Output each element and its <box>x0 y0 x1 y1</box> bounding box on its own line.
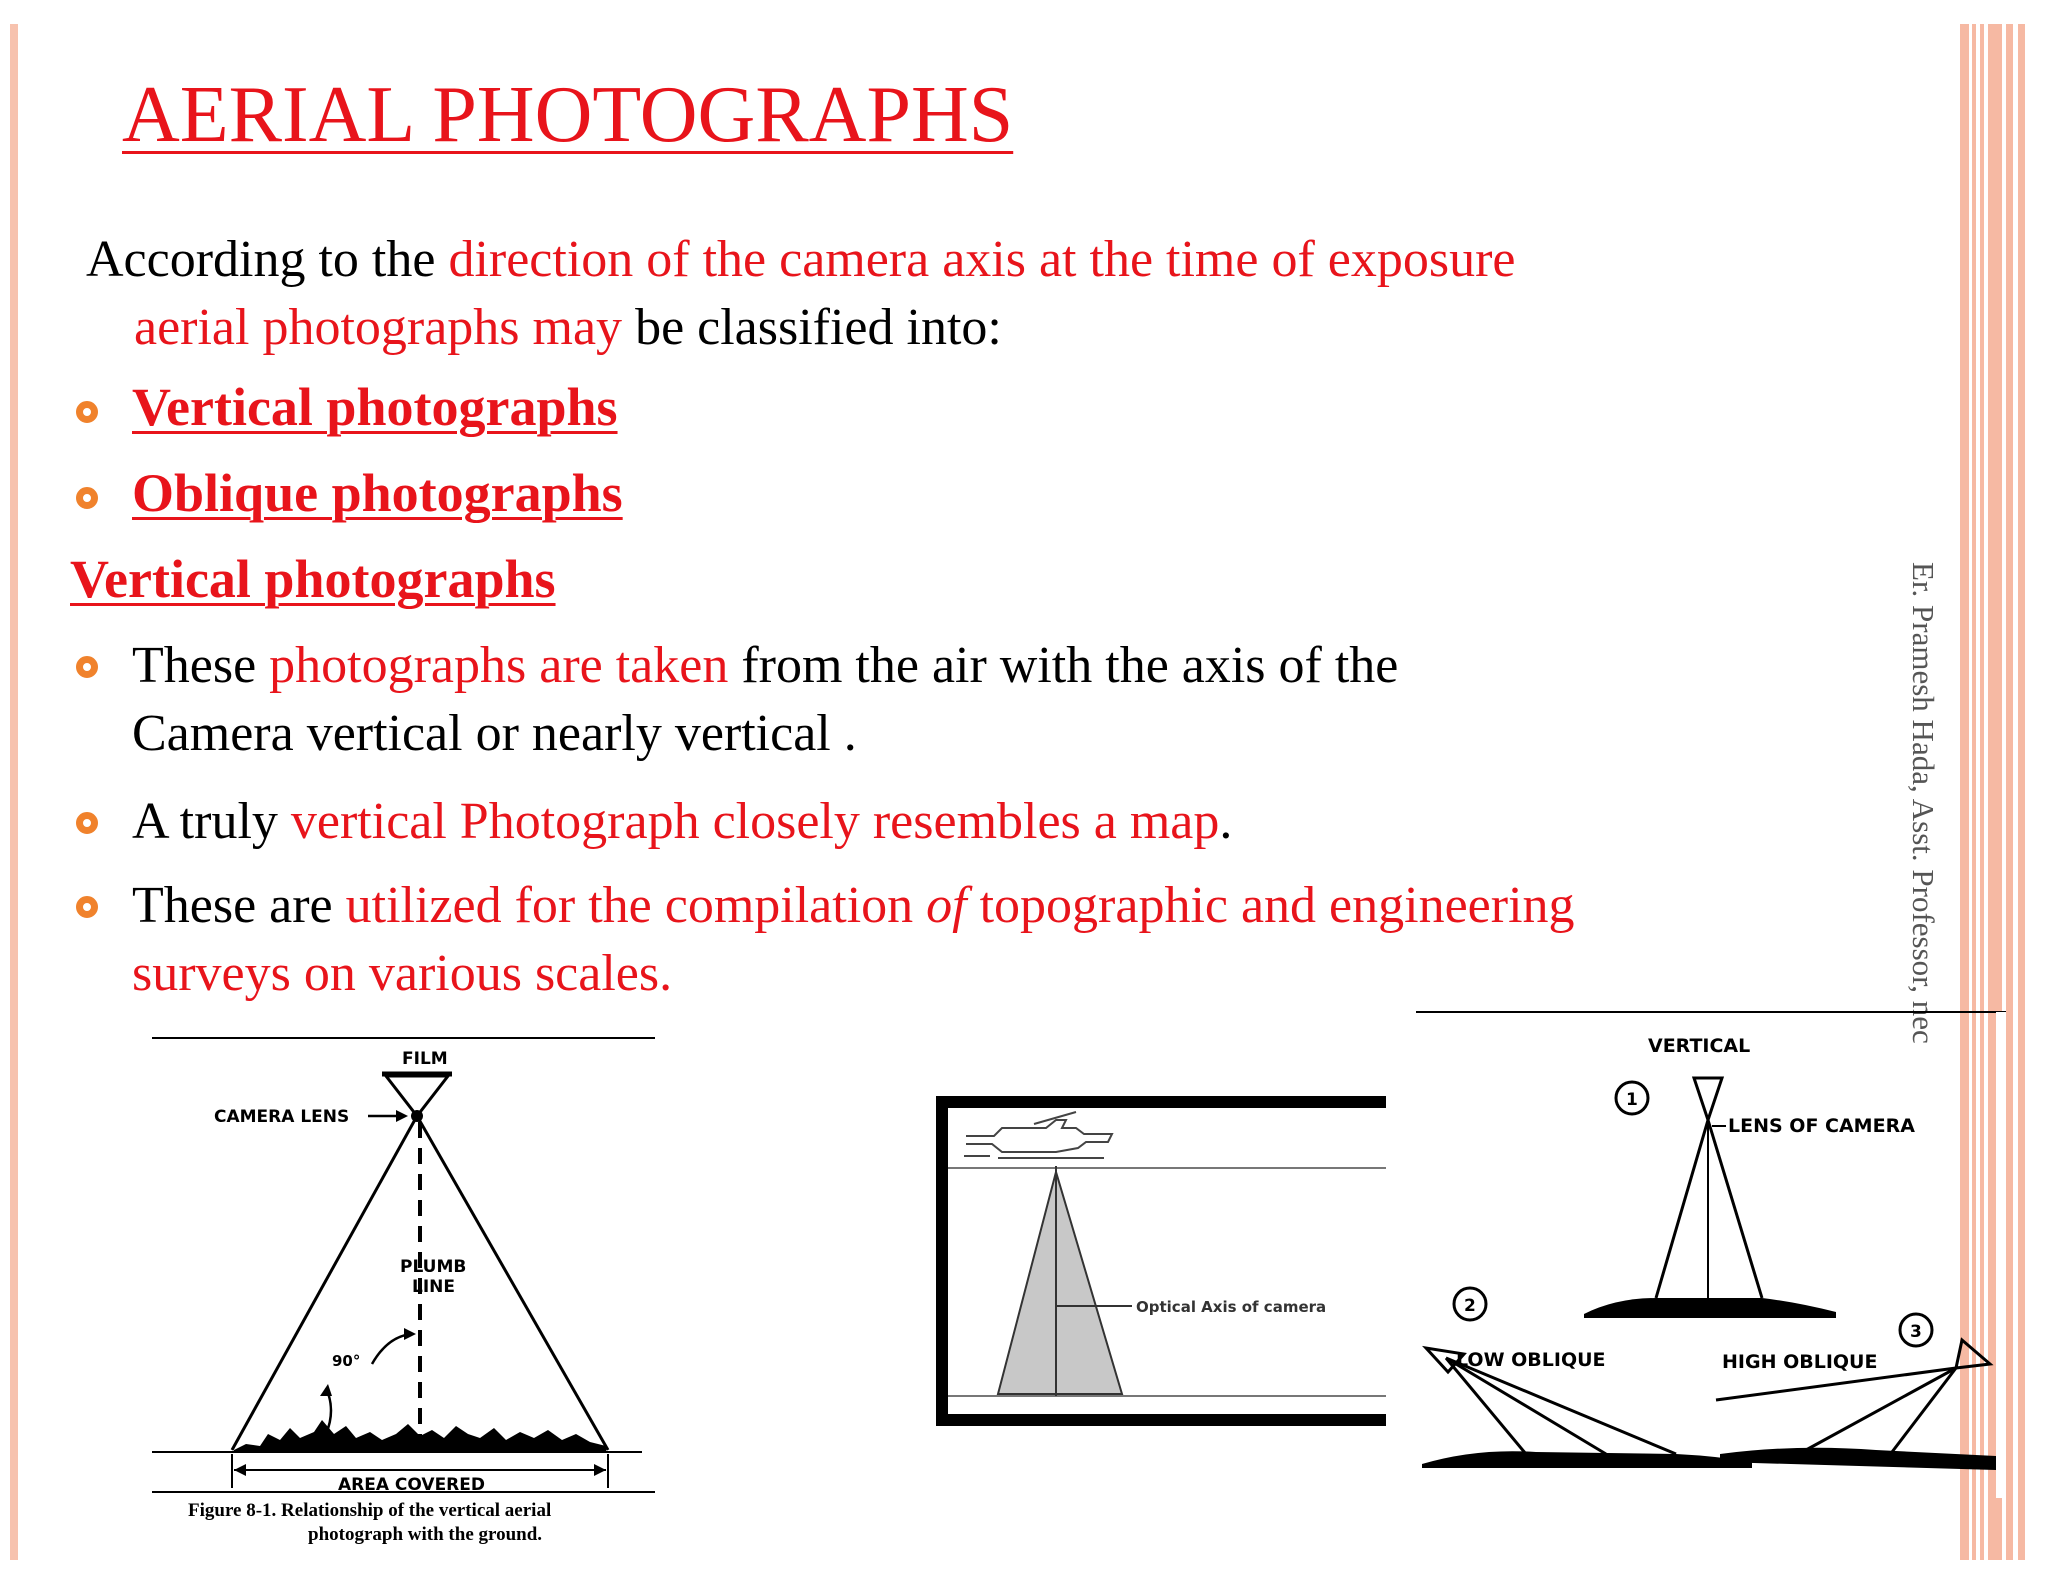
fig3-number-3: 3 <box>1910 1322 1922 1342</box>
fig3-ho-ray-1 <box>1806 1368 1956 1450</box>
bullet-dot <box>76 812 98 834</box>
fig1-angle-label: 90° <box>332 1352 361 1370</box>
fig1-film-label: FILM <box>402 1049 448 1069</box>
bullet-1-text-c: from the air with the axis of the <box>728 637 1399 694</box>
intro-line-2 <box>134 294 1002 362</box>
fig1-angle-arrowhead-2 <box>320 1384 332 1396</box>
fig1-caption-2: photograph with the ground. <box>308 1524 543 1545</box>
fig3-v-ground <box>1584 1298 1836 1318</box>
bullet-3-text-a: These are <box>132 877 346 934</box>
bullet-3-line-1 <box>132 872 1575 940</box>
fig3-vertical-label: VERTICAL <box>1648 1035 1751 1057</box>
fig3-lo-ray-1 <box>1446 1358 1526 1454</box>
fig3-number-1: 1 <box>1626 1090 1638 1110</box>
fig1-camera-lens-label: CAMERA LENS <box>214 1107 350 1127</box>
bullet-2-text-b: vertical Photograph closely resembles a map <box>290 793 1220 850</box>
class-oblique-photographs: Oblique photographs <box>132 463 623 523</box>
class-vertical-photographs: Vertical photographs <box>132 377 618 437</box>
bullet-3-text-b: utilized for the compilation <box>345 877 927 934</box>
bullet-dot <box>76 656 98 678</box>
fig2-axis-label: Optical Axis of camera <box>1136 1298 1327 1316</box>
author-side-text: Er. Pramesh Hada, Asst. Professor, nec <box>1906 562 1941 1044</box>
intro-text-a: According to the <box>86 231 449 288</box>
intro-line-1 <box>86 226 1515 294</box>
figure-optical-axis <box>936 1096 1386 1426</box>
figure-vertical-geometry <box>150 1030 670 1560</box>
bullet-1-text-b: photographs are taken <box>269 637 729 694</box>
bullet-3-line-2: surveys on various scales. <box>132 945 673 1002</box>
fig3-v-ray-left <box>1656 1120 1708 1298</box>
bullet-2-line-1 <box>132 788 1232 856</box>
bullet-dot <box>76 401 98 423</box>
fig3-lo-ray-3 <box>1446 1358 1676 1454</box>
fig3-lo-ray-2 <box>1446 1358 1606 1454</box>
fig1-area-arrow-right <box>594 1464 606 1476</box>
fig1-ground-buildings <box>234 1420 606 1452</box>
right-border-stripe-6 <box>2018 24 2025 1560</box>
slide-title: AERIAL PHOTOGRAPHS <box>122 71 1014 159</box>
bullet-3-text-d: topographic and engineering <box>966 877 1575 934</box>
fig1-area-label: AREA COVERED <box>338 1475 485 1495</box>
fig3-number-2: 2 <box>1464 1296 1476 1316</box>
intro-text-c: aerial photographs may <box>134 299 623 356</box>
fig3-right-edge <box>1996 1012 2006 1498</box>
fig3-low-oblique-label: LOW OBLIQUE <box>1456 1349 1606 1371</box>
fig2-helicopter <box>966 1120 1112 1152</box>
right-border-stripe-5 <box>2006 24 2013 1560</box>
fig3-v-ray-right <box>1708 1120 1762 1298</box>
figure-photo-types <box>1416 1008 2006 1498</box>
fig3-lo-ground <box>1422 1451 1752 1468</box>
fig3-ho-camera <box>1956 1340 1990 1368</box>
fig1-caption-1: Figure 8-1. Relationship of the vertical aerial <box>188 1500 552 1521</box>
bullet-1-line-1 <box>132 632 1398 700</box>
fig3-v-camera <box>1694 1078 1722 1120</box>
fig3-ho-ground <box>1720 1448 1996 1470</box>
fig1-angle-arrowhead <box>404 1328 416 1340</box>
bullet-dot <box>76 487 98 509</box>
bullet-1-line-2: Camera vertical or nearly vertical . <box>132 705 857 762</box>
fig3-lens-label: LENS OF CAMERA <box>1728 1115 1915 1137</box>
bullet-3-text-c: of <box>926 877 967 934</box>
intro-text-b: direction of the camera axis at the time of exposure <box>448 231 1516 288</box>
bullet-1-text-a: These <box>132 637 270 694</box>
fig1-plumb-label-2: LINE <box>412 1277 455 1297</box>
bullet-dot <box>76 896 98 918</box>
bullet-2-text-c: . <box>1219 793 1233 850</box>
fig3-high-oblique-label: HIGH OBLIQUE <box>1722 1351 1878 1373</box>
fig1-lens-arrowhead <box>396 1110 408 1122</box>
intro-text-d: be classified into: <box>622 299 1002 356</box>
fig1-area-arrow-left <box>234 1464 246 1476</box>
fig1-plumb-label-1: PLUMB <box>400 1257 467 1277</box>
bullet-2-text-a: A truly <box>132 793 291 850</box>
fig2-view-cone <box>998 1172 1122 1394</box>
section-heading: Vertical photographs <box>70 549 556 609</box>
fig3-ho-ray-2 <box>1892 1368 1956 1452</box>
left-border-stripe <box>10 24 18 1560</box>
fig1-cone-left <box>232 1116 417 1450</box>
